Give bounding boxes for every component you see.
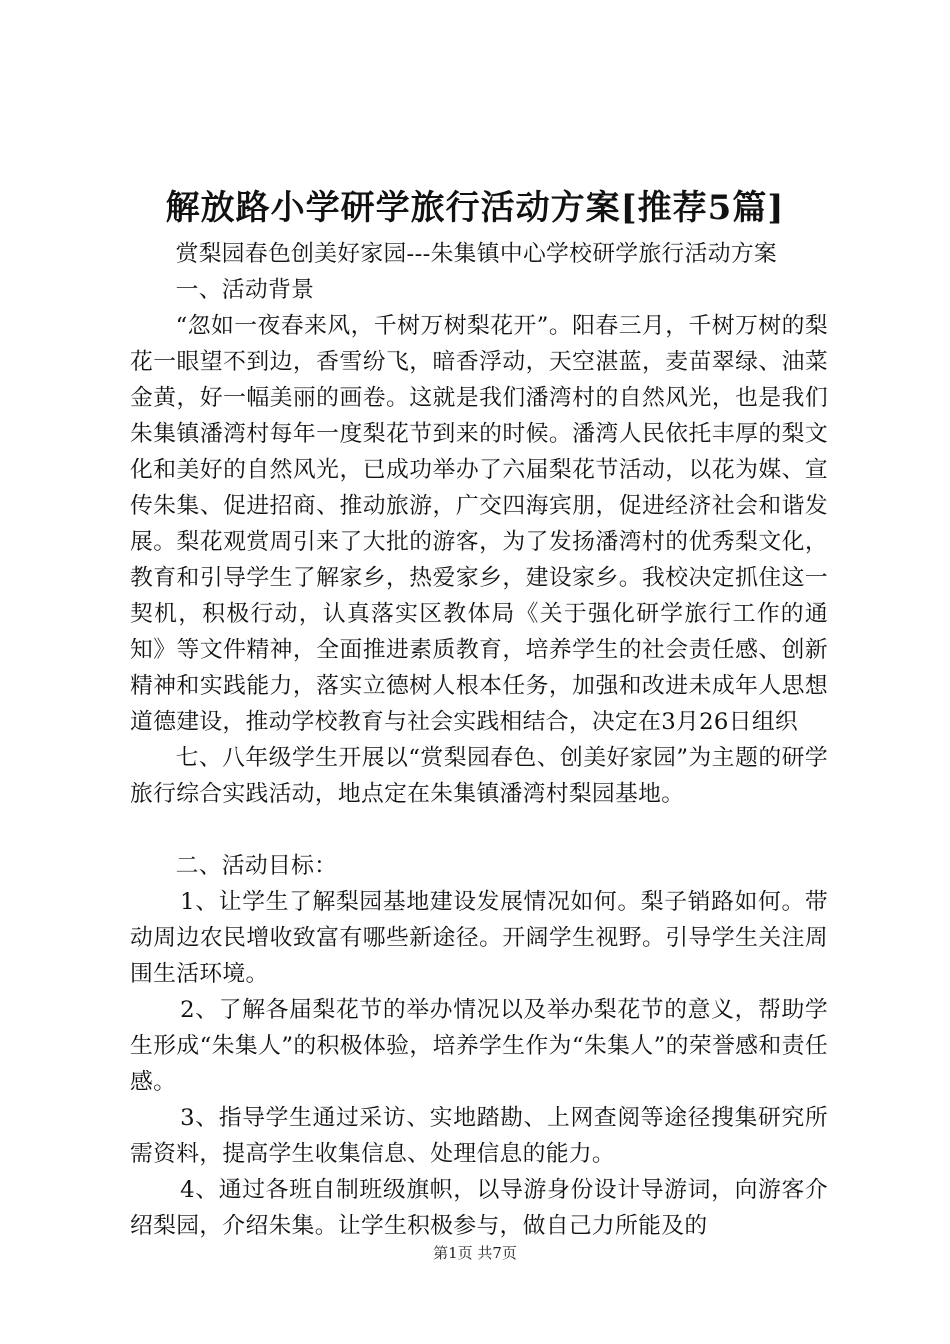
- paragraph-gap: [130, 812, 828, 848]
- objective-item-3: 3、指导学生通过采访、实地踏勘、上网查阅等途径搜集研究所需资料，提高学生收集信息、处理信息的能力。: [130, 1105, 828, 1167]
- page-footer: 第1页 共7页: [433, 1244, 517, 1262]
- document-body: [130, 236, 828, 1244]
- heading-background: 一、活动背景: [175, 277, 315, 303]
- paragraph-background: “忽如一夜春来风，千树万树梨花开”。阳春三月，千树万树的梨花一眼望不到边，香雪纷飞，暗香浮动，天空湛蓝，麦苗翠绿、油菜金黄，好一幅美丽的画卷。这就是我们潘湾村的自然风光，也是我们朱集镇潘湾村每年一度梨花节到来的时候。潘湾人民依托丰厚的梨文化和美好的自然风光，已成功举办了六届梨花节活动，以花为媒、宣传朱集、促进招商、推动旅游，广交四海宾朋，促进经济社会和谐发展。梨花观赏周引来了大批的游客，为了发扬潘湾村的优秀梨文化，教育和引导学生了解家乡，热爱家乡，建设家乡。我校决定抓住这一契机，积极行动，认真落实区教体局《关于强化研学旅行工作的通知》等文件精神，全面推进素质教育，培养学生的社会责任感、创新精神和实践能力，落实立德树人根本任务，加强和改进未成年人思想道德建设，推动学校教育与社会实践相结合，决定在3月26日组织: [130, 313, 828, 735]
- objective-item-1: 1、让学生了解梨园基地建设发展情况如何。梨子销路如何。带动周边农民增收致富有哪些新途径。开阔学生视野。引导学生关注周围生活环境。: [130, 889, 828, 987]
- paragraph-background-continued: 七、八年级学生开展以“赏梨园春色、创美好家园”为主题的研学旅行综合实践活动，地点定在朱集镇潘湾村梨园基地。: [130, 745, 828, 807]
- objective-item-4: 4、通过各班自制班级旗帜，以导游身份设计导游词，向游客介绍梨园，介绍朱集。让学生积极参与，做自己力所能及的: [130, 1177, 828, 1239]
- objective-item-2: 2、了解各届梨花节的举办情况以及举办梨花节的意义，帮助学生形成“朱集人”的积极体验，培养学生作为“朱集人”的荣誉感和责任感。: [130, 997, 828, 1095]
- document-title: 解放路小学研学旅行活动方案[推荐5篇]: [165, 188, 785, 228]
- heading-objectives: 二、活动目标：: [175, 853, 338, 879]
- paragraph-subtitle: 赏梨园春色创美好家园---朱集镇中心学校研学旅行活动方案: [175, 241, 778, 267]
